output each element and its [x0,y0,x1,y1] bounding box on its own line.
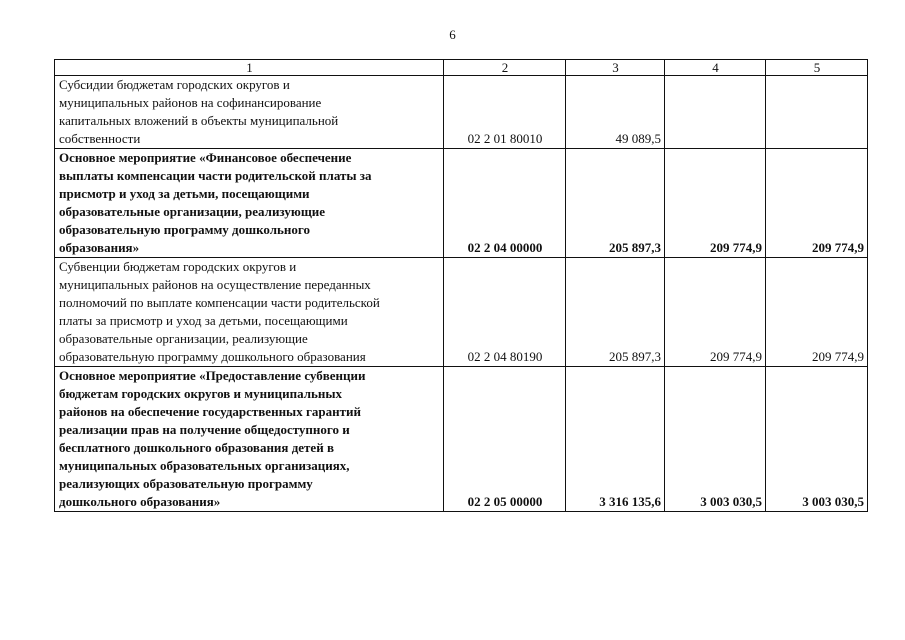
row-name-cell [55,76,444,149]
row-name-line: капитальных вложений в объекты муниципальной [59,113,339,128]
row-name-line: выплаты компенсации части родительской платы за [59,168,372,183]
row-name-line: полномочий по выплате компенсации части родительской [59,295,380,310]
row-name-line: Субсидии бюджетам городских округов и [59,77,290,92]
row-name-line: муниципальных образовательных организациях, [59,458,350,473]
row-value-col4 [665,76,766,149]
row-name-line: бесплатного дошкольного образования детей в [59,440,334,455]
row-name-line: реализации прав на получение общедоступного и [59,422,350,437]
row-name-line: бюджетам городских округов и муниципальных [59,386,342,401]
row-name-line: муниципальных районов на софинансирование [59,95,322,110]
table-row [55,367,868,512]
row-value-col3: 49 089,5 [566,76,665,149]
row-value-col5: 209 774,9 [766,258,868,367]
row-name-cell [55,258,444,367]
table-row [55,149,868,258]
column-header-5: 5 [766,60,868,76]
row-name-line: реализующих образовательную программу [59,476,313,491]
row-name-cell [55,149,444,258]
row-value-col4: 3 003 030,5 [665,367,766,512]
row-value-col3: 205 897,3 [566,258,665,367]
row-name-line: образовательную программу дошкольного образования [59,349,366,364]
row-name-line: Основное мероприятие «Финансовое обеспечение [59,150,352,165]
row-name-line: образовательную программу дошкольного [59,222,310,237]
row-name-line: платы за присмотр и уход за детьми, посещающими [59,313,348,328]
column-header-4: 4 [665,60,766,76]
row-name-line: образовательные организации, реализующие [59,331,308,346]
row-name-line: присмотр и уход за детьми, посещающими [59,186,310,201]
row-value-col4: 209 774,9 [665,149,766,258]
row-name-line: образования» [59,240,140,255]
row-value-col3: 3 316 135,6 [566,367,665,512]
row-name-line: дошкольного образования» [59,494,221,509]
table-row [55,258,868,367]
row-name-line: образовательные организации, реализующие [59,204,326,219]
column-header-2: 2 [444,60,566,76]
row-name-cell [55,367,444,512]
row-value-col4: 209 774,9 [665,258,766,367]
row-value-col5 [766,76,868,149]
page-number: 6 [449,27,456,42]
row-value-col5: 209 774,9 [766,149,868,258]
row-name-line: районов на обеспечение государственных гарантий [59,404,361,419]
column-header-1: 1 [55,60,444,76]
row-name-line: Субвенции бюджетам городских округов и [59,259,297,274]
row-value-col3: 205 897,3 [566,149,665,258]
row-name-line: собственности [59,131,141,146]
column-header-3: 3 [566,60,665,76]
row-code-cell: 02 2 01 80010 [444,76,566,149]
row-name-line: муниципальных районов на осуществление переданных [59,277,371,292]
table-header-row [55,60,868,76]
table-row [55,76,868,149]
row-name-line: Основное мероприятие «Предоставление субвенции [59,368,366,383]
row-value-col5: 3 003 030,5 [766,367,868,512]
budget-table [54,59,868,512]
row-code-cell: 02 2 04 00000 [444,149,566,258]
row-code-cell: 02 2 04 80190 [444,258,566,367]
row-code-cell: 02 2 05 00000 [444,367,566,512]
